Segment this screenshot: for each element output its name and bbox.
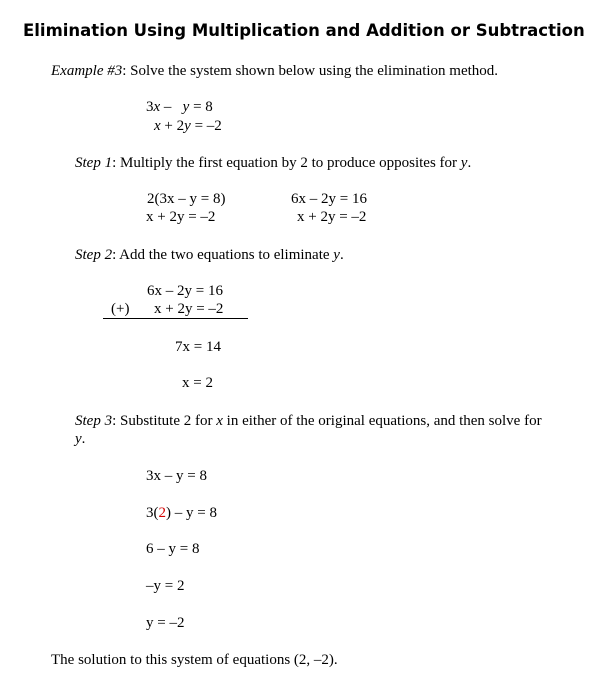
step1-body: : Multiply the first equation by 2 to produce opposites for <box>112 155 461 171</box>
step3-equation-4: –y = 2 <box>146 578 185 594</box>
step3-body-b: in either of the original equations, and then solve for <box>222 413 542 429</box>
step2-result-2: x = 2 <box>182 375 213 391</box>
page-title: Elimination Using Multiplication and Addition or Subtraction <box>23 21 585 40</box>
step3-equation-3: 6 – y = 8 <box>146 541 200 557</box>
step2-body: : Add the two equations to eliminate <box>112 247 334 263</box>
step1-right-equation-2: x + 2y = –2 <box>297 209 367 225</box>
eq1-rhs: = 8 <box>189 99 213 115</box>
step3-equation-1: 3x – y = 8 <box>146 468 207 484</box>
example-text: : Solve the system shown below using the elimination method. <box>122 63 499 79</box>
step3-eq2-suffix: ) – y = 8 <box>166 505 217 521</box>
example-label: Example #3 <box>51 63 123 79</box>
eq1-y: y <box>182 99 190 115</box>
step3-text-wrap <box>75 430 85 448</box>
step2-equation-2: x + 2y = –2 <box>154 301 224 317</box>
substituted-value: 2 <box>158 505 166 521</box>
eq2-y: y <box>184 118 191 134</box>
step1-right-equation-1: 6x – 2y = 16 <box>291 191 367 207</box>
system-equation-2 <box>154 117 222 135</box>
step1-left-equation-2: x + 2y = –2 <box>146 209 216 225</box>
step2-label: Step 2 <box>75 247 113 263</box>
step1-end: . <box>467 155 472 171</box>
step3-var-x: x <box>216 413 223 429</box>
example-statement <box>51 62 498 80</box>
eq1-operator: – <box>160 99 183 115</box>
step3-wrap-end: . <box>81 431 86 447</box>
eq2-x: x <box>154 118 161 134</box>
sum-rule <box>103 318 248 319</box>
step3-label: Step 3 <box>75 413 113 429</box>
step3-wrap-var: y <box>75 431 82 447</box>
step1-label: Step 1 <box>75 155 113 171</box>
step3-body-a: : Substitute 2 for <box>112 413 217 429</box>
eq2-rhs: = –2 <box>190 118 222 134</box>
eq1-x: x <box>153 99 161 115</box>
eq1-coefficient: 3 <box>146 99 154 115</box>
system-equation-1 <box>146 98 213 116</box>
step2-result-1: 7x = 14 <box>175 339 221 355</box>
step3-eq2-prefix: 3( <box>146 505 159 521</box>
eq2-mid: + 2 <box>160 118 185 134</box>
step2-end: . <box>339 247 344 263</box>
step1-text <box>75 154 471 172</box>
step2-text <box>75 246 344 264</box>
step3-equation-5: y = –2 <box>146 615 185 631</box>
step2-equation-1: 6x – 2y = 16 <box>147 283 223 299</box>
step1-var: y <box>460 155 468 171</box>
step2-var: y <box>333 247 340 263</box>
step2-plus-operator: (+) <box>111 301 130 317</box>
step3-text <box>75 412 542 430</box>
step3-equation-2 <box>146 504 217 522</box>
step1-left-equation-1: 2(3x – y = 8) <box>147 191 226 207</box>
conclusion-text: The solution to this system of equations (2, –2). <box>51 652 338 668</box>
